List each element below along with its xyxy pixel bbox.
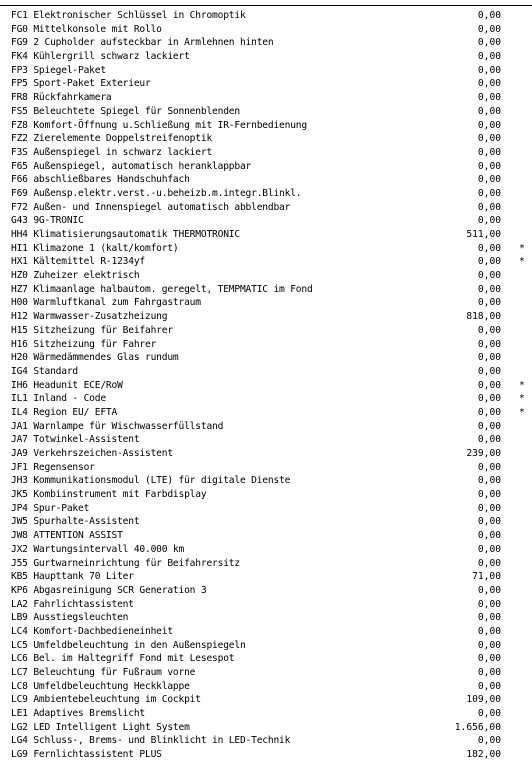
option-row — [11, 36, 529, 50]
option-price: 0,00 — [477, 680, 501, 692]
option-description: LC4 Komfort-Dachbedieneinheit — [11, 625, 173, 637]
top-rule — [0, 5, 532, 6]
option-row — [11, 50, 529, 64]
option-price: 0,00 — [477, 37, 501, 49]
option-row — [11, 379, 529, 393]
option-row — [11, 201, 529, 215]
option-description: LC6 Bel. im Haltegriff Fond mit Lesespot — [11, 653, 235, 665]
option-row — [11, 242, 529, 256]
option-price: 1.656,00 — [454, 721, 501, 733]
option-row — [11, 748, 529, 762]
option-description: F72 Außen- und Innenspiegel automatisch abblendbar — [11, 201, 291, 213]
option-description: FR8 Rückfahrkamera — [11, 92, 112, 104]
option-description: HZ0 Zuheizer elektrisch — [11, 270, 140, 282]
option-row — [11, 611, 529, 625]
option-row — [11, 214, 529, 228]
option-row — [11, 296, 529, 310]
option-price: 0,00 — [477, 78, 501, 90]
option-description: F66 abschließbares Handschuhfach — [11, 174, 190, 186]
option-row — [11, 9, 529, 23]
option-price: 0,00 — [477, 174, 501, 186]
option-price: 0,00 — [477, 489, 501, 501]
option-description: LG2 LED Intelligent Light System — [11, 721, 190, 733]
option-price: 0,00 — [477, 187, 501, 199]
option-description: H00 Warmluftkanal zum Fahrgastraum — [11, 297, 201, 309]
option-description: H15 Sitzheizung für Beifahrer — [11, 324, 173, 336]
option-price: 71,00 — [472, 571, 501, 583]
option-description: JW8 ATTENTION ASSIST — [11, 530, 123, 542]
option-price: 0,00 — [477, 133, 501, 145]
option-price: 0,00 — [477, 598, 501, 610]
option-description: G43 9G-TRONIC — [11, 215, 84, 227]
option-price: 0,00 — [477, 201, 501, 213]
option-row — [11, 598, 529, 612]
option-asterisk: * — [519, 379, 525, 391]
option-row — [11, 584, 529, 598]
option-price: 0,00 — [477, 406, 501, 418]
option-price: 0,00 — [477, 530, 501, 542]
option-price: 0,00 — [477, 146, 501, 158]
option-price: 0,00 — [477, 270, 501, 282]
option-asterisk: * — [519, 256, 525, 268]
option-description: HH4 Klimatisierungsautomatik THERMOTRONIC — [11, 229, 240, 240]
option-row — [11, 187, 529, 201]
option-row — [11, 680, 529, 694]
option-price: 0,00 — [477, 51, 501, 63]
option-description: LC9 Ambientebeleuchtung im Cockpit — [11, 694, 201, 706]
option-row — [11, 420, 529, 434]
option-row — [11, 351, 529, 365]
option-price: 0,00 — [477, 23, 501, 35]
option-description: FP5 Sport-Paket Exterieur — [11, 78, 151, 90]
option-price: 0,00 — [477, 625, 501, 637]
option-row — [11, 228, 529, 242]
option-description: FZ8 Komfort-Öffnung u.Schließung mit IR-Fernbedienung — [11, 119, 307, 131]
option-price: 0,00 — [477, 160, 501, 172]
option-asterisk: * — [519, 393, 525, 405]
option-description: LC8 Umfeldbeleuchtung Heckklappe — [11, 680, 190, 692]
option-row — [11, 543, 529, 557]
option-row — [11, 461, 529, 475]
option-row — [11, 173, 529, 187]
option-description: HI1 Klimazone 1 (kalt/komfort) — [11, 242, 179, 254]
option-row — [11, 23, 529, 37]
option-row — [11, 324, 529, 338]
option-row — [11, 488, 529, 502]
option-description: IL4 Region EU/ EFTA — [11, 406, 118, 418]
option-description: LG9 Fernlichtassistent PLUS — [11, 749, 162, 761]
option-description: FZ2 Zierelemente Doppelstreifenoptik — [11, 133, 213, 145]
option-description: JA7 Totwinkel-Assistent — [11, 434, 140, 446]
option-price: 0,00 — [477, 379, 501, 391]
option-description: HX1 Kältemittel R-1234yf — [11, 256, 146, 268]
option-description: JF1 Regensensor — [11, 461, 95, 473]
option-price: 0,00 — [477, 475, 501, 487]
option-price: 0,00 — [477, 10, 501, 21]
option-row — [11, 119, 529, 133]
option-description: FG0 Mittelkonsole mit Rollo — [11, 23, 162, 35]
option-price: 0,00 — [477, 735, 501, 747]
option-description: H16 Sitzheizung für Fahrer — [11, 338, 157, 350]
option-description: JW5 Spurhalte-Assistent — [11, 516, 140, 528]
option-row — [11, 91, 529, 105]
option-price: 0,00 — [477, 653, 501, 665]
option-price: 0,00 — [477, 105, 501, 117]
option-row — [11, 132, 529, 146]
option-price: 0,00 — [477, 584, 501, 596]
option-row — [11, 146, 529, 160]
option-description: LC7 Beleuchtung für Fußraum vorne — [11, 667, 196, 678]
option-description: JH3 Kommunikationsmodul (LTE) für digitale Dienste — [11, 475, 291, 487]
option-description: IL1 Inland - Code — [11, 393, 106, 405]
option-price: 182,00 — [466, 749, 501, 761]
option-description: LA2 Fahrlichtassistent — [11, 598, 134, 610]
option-price: 511,00 — [466, 229, 501, 240]
option-description: KB5 Haupttank 70 Liter — [11, 571, 134, 583]
option-description: H20 Wärmedämmendes Glas rundum — [11, 352, 179, 364]
option-description: JP4 Spur-Paket — [11, 502, 90, 514]
option-price: 0,00 — [477, 461, 501, 473]
option-row — [11, 474, 529, 488]
option-row — [11, 557, 529, 571]
option-row — [11, 639, 529, 653]
option-rows — [11, 9, 529, 762]
option-price: 239,00 — [466, 448, 501, 459]
option-row — [11, 64, 529, 78]
option-description: JA1 Warnlampe für Wischwasserfüllstand — [11, 420, 224, 432]
option-price: 0,00 — [477, 64, 501, 76]
option-row — [11, 652, 529, 666]
option-row — [11, 570, 529, 584]
option-asterisk: * — [519, 242, 525, 254]
option-price: 0,00 — [477, 612, 501, 624]
option-description: FP3 Spiegel-Paket — [11, 64, 106, 76]
option-row — [11, 160, 529, 174]
option-price: 0,00 — [477, 352, 501, 364]
option-price: 0,00 — [477, 283, 501, 295]
option-price: 0,00 — [477, 119, 501, 131]
option-row — [11, 406, 529, 420]
option-row — [11, 310, 529, 324]
option-description: JX2 Wartungsintervall 40.000 km — [11, 543, 185, 555]
option-price: 0,00 — [477, 338, 501, 350]
option-price: 0,00 — [477, 420, 501, 432]
option-row — [11, 447, 529, 461]
option-price: 0,00 — [477, 639, 501, 651]
option-row — [11, 707, 529, 721]
option-price: 109,00 — [466, 694, 501, 706]
option-price: 0,00 — [477, 708, 501, 720]
option-price: 0,00 — [477, 434, 501, 446]
option-description: F69 Außensp.elektr.verst.-u.beheizb.m.integr.Blinkl. — [11, 187, 302, 199]
option-price: 0,00 — [477, 215, 501, 227]
option-description: FK4 Kühlergrill schwarz lackiert — [11, 51, 190, 63]
option-description: LB9 Ausstiegsleuchten — [11, 612, 129, 624]
option-row — [11, 433, 529, 447]
option-description: FS5 Beleuchtete Spiegel für Sonnenblenden — [11, 105, 240, 117]
option-description: HZ7 Klimaanlage halbautom. geregelt, TEMPMATIC im Fond — [11, 283, 313, 295]
option-row — [11, 105, 529, 119]
option-description: KP6 Abgasreinigung SCR Generation 3 — [11, 584, 207, 596]
option-price: 0,00 — [477, 365, 501, 377]
option-price: 0,00 — [477, 667, 501, 678]
option-price: 0,00 — [477, 297, 501, 309]
option-description: FG9 2 Cupholder aufsteckbar in Armlehnen hinten — [11, 37, 274, 49]
option-description: F65 Außenspiegel, automatisch heranklappbar — [11, 160, 252, 172]
option-row — [11, 269, 529, 283]
option-description: IG4 Standard — [11, 365, 79, 377]
option-row — [11, 666, 529, 680]
option-price: 0,00 — [477, 324, 501, 336]
option-price: 0,00 — [477, 393, 501, 405]
option-row — [11, 365, 529, 379]
option-price: 818,00 — [466, 311, 501, 323]
option-row — [11, 77, 529, 91]
option-row — [11, 502, 529, 516]
option-price: 0,00 — [477, 543, 501, 555]
option-description: FC1 Elektronischer Schlüssel in Chromoptik — [11, 10, 246, 21]
option-row — [11, 625, 529, 639]
option-description: J55 Gurtwarneinrichtung für Beifahrersitz — [11, 557, 240, 569]
option-price: 0,00 — [477, 557, 501, 569]
option-row — [11, 529, 529, 543]
option-row — [11, 721, 529, 735]
option-description: LC5 Umfeldbeleuchtung in den Außenspiegeln — [11, 639, 246, 651]
option-row — [11, 255, 529, 269]
option-description: LG4 Schluss-, Brems- und Blinklicht in LED-Technik — [11, 735, 291, 747]
option-asterisk: * — [519, 406, 525, 418]
option-row — [11, 338, 529, 352]
option-description: H12 Warmwasser-Zusatzheizung — [11, 311, 168, 323]
option-price: 0,00 — [477, 242, 501, 254]
option-row — [11, 693, 529, 707]
option-price: 0,00 — [477, 516, 501, 528]
option-price: 0,00 — [477, 502, 501, 514]
option-description: F3S Außenspiegel in schwarz lackiert — [11, 146, 213, 158]
option-row — [11, 515, 529, 529]
option-description: IH6 Headunit ECE/RoW — [11, 379, 123, 391]
option-price: 0,00 — [477, 256, 501, 268]
option-row — [11, 283, 529, 297]
option-row — [11, 734, 529, 748]
option-description: JK5 Kombiinstrument mit Farbdisplay — [11, 489, 207, 501]
option-row — [11, 392, 529, 406]
option-description: LE1 Adaptives Bremslicht — [11, 708, 146, 720]
option-price: 0,00 — [477, 92, 501, 104]
option-description: JA9 Verkehrszeichen-Assistent — [11, 448, 173, 459]
